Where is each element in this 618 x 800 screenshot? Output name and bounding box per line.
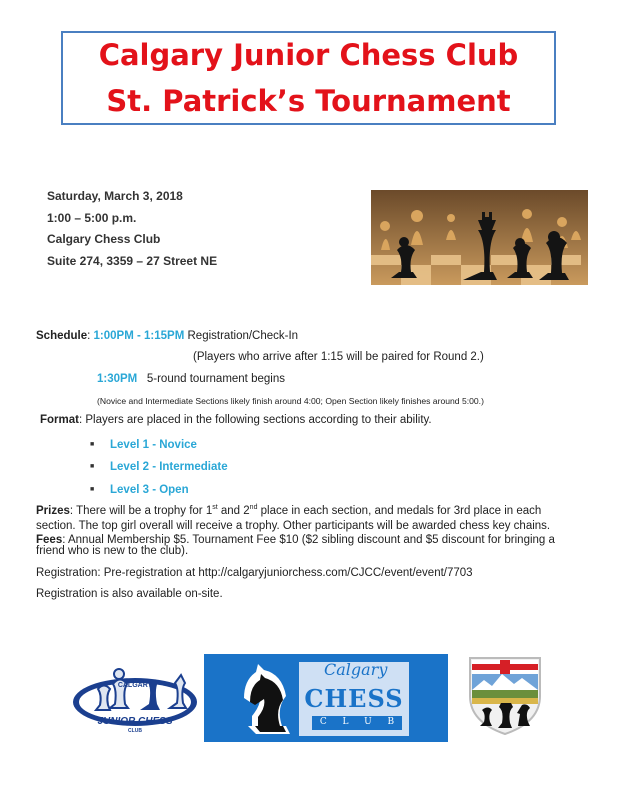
junior-chess-club-logo <box>70 650 200 742</box>
fees-paragraph: Fees: Annual Membership $5. Tournament Fee $10 ($2 sibling discount and $5 discount for bringing a friend who is new to the club). <box>36 534 555 557</box>
level-item: ■ Level 2 - Intermediate <box>90 461 228 474</box>
club-logo-letters: C L U B <box>319 717 395 727</box>
event-time: 1:00 – 5:00 p.m. <box>47 210 137 225</box>
junior-logo-main-text: JUNIOR CHESS <box>97 716 173 727</box>
chess-pieces-photo <box>371 190 588 285</box>
schedule-time-2: 1:30PM <box>97 373 138 385</box>
event-venue: Calgary Chess Club <box>47 232 161 246</box>
title-tournament-name: St. Patrick’s Tournament <box>106 84 511 118</box>
level-item: ■ Level 3 - Open <box>90 483 189 496</box>
event-info <box>47 186 217 272</box>
title-club-name: Calgary Junior Chess Club <box>98 38 519 72</box>
fees-label: Fees <box>36 534 63 546</box>
level-list <box>90 434 228 501</box>
schedule-label: Schedule <box>36 330 88 342</box>
schedule-note-1: (Players who arrive after 1:15 will be paired for Round 2.) <box>193 351 484 363</box>
format-line: Format: Players are placed in the following sections according to their ability. <box>40 414 432 426</box>
event-address: Suite 274, 3359 – 27 Street NE <box>47 253 218 268</box>
club-logo-chess: CHESS <box>304 684 404 713</box>
schedule-activity-2: 5-round tournament begins <box>146 373 285 385</box>
club-logo-calgary: Calgary <box>324 660 388 679</box>
prizes-label: Prizes <box>36 504 70 517</box>
registration-line: Registration: Pre-registration at http://calgaryjuniorchess.com/CJCC/event/event/7703 <box>36 567 473 579</box>
schedule-line-2 <box>97 373 285 385</box>
fees-text: Annual Membership $5. Tournament Fee $10 ($2 sibling discount and $5 discount for bringing a friend who is new to the club). <box>36 534 555 557</box>
schedule-time-1: 1:00PM - 1:15PM <box>93 330 185 342</box>
level-item: ■ Level 1 - Novice <box>90 438 197 451</box>
junior-logo-sub-text: CLUB <box>128 728 142 734</box>
schedule-note-2: (Novice and Intermediate Sections likely finish around 4:00; Open Section likely finishes around 5:00.) <box>97 396 484 406</box>
format-label: Format <box>40 414 79 426</box>
prizes-paragraph: Prizes: There will be a trophy for 1st and 2nd place in each section, and medals for 3rd place in each section. The top girl overall will receive a trophy. Other participants will be awarded chess key chains. <box>36 504 551 532</box>
shield-icon <box>466 654 544 736</box>
event-date: Saturday, March 3, 2018 <box>47 189 183 203</box>
alberta-shield-logo <box>466 654 544 736</box>
format-text: Players are placed in the following sections according to their ability. <box>85 414 432 426</box>
schedule-line-1: Schedule: 1:00PM - 1:15PM Registration/Check-In <box>36 330 299 342</box>
calgary-chess-club-logo <box>204 654 448 742</box>
junior-logo-top-text: CALGARY <box>117 682 153 689</box>
title-box <box>61 31 556 125</box>
registration-onsite: Registration is also available on-site. <box>36 588 223 600</box>
schedule-activity-1: Registration/Check-In <box>187 330 299 342</box>
